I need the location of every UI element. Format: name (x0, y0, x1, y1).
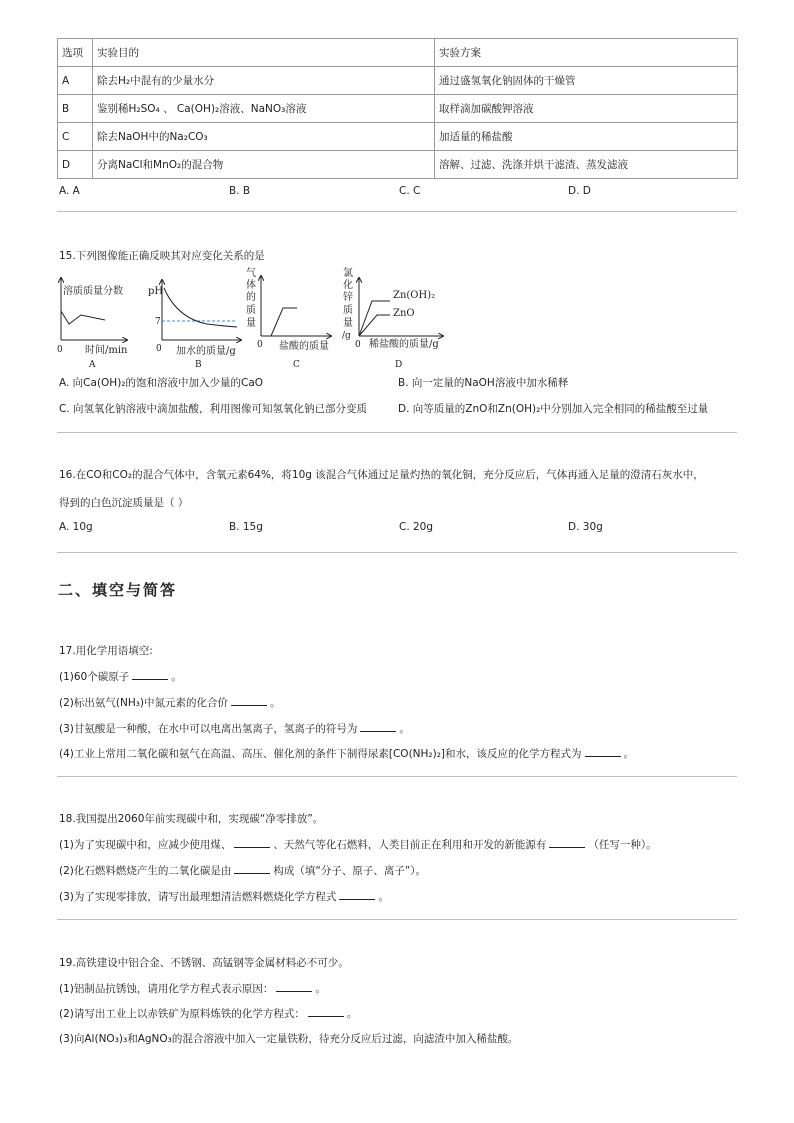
graph-a-curve (61, 311, 105, 324)
table-cell: B (58, 95, 93, 123)
q18-part3 (59, 889, 389, 904)
graph-d-ylabel-char: 锌 (343, 292, 353, 303)
graph-a-origin: 0 (57, 345, 63, 355)
table-row (58, 123, 738, 151)
q18-part1-end: （任写一种）。 (588, 839, 657, 851)
graph-d-origin: 0 (355, 340, 361, 350)
graph-c-ylabel-char: 的 (246, 292, 256, 303)
q19-part3: (3)向Al(NO₃)₃和AgNO₃的混合溶液中加入一定量铁粉，待充分反应后过滤，向滤渣中加入稀盐酸。 (59, 1033, 519, 1045)
graph-d-xlabel: 稀盐酸的质量/g (369, 339, 439, 350)
divider (57, 552, 737, 553)
q17-part1-end: 。 (171, 671, 182, 683)
graph-d (342, 266, 443, 370)
q15-stem: 15.下列图像能正确反映其对应变化关系的是 (59, 250, 265, 262)
divider (57, 432, 737, 433)
answer-blank[interactable] (234, 863, 270, 874)
graph-d-series-zno (359, 315, 390, 336)
q17-part2-text: (2)标出氨气(NH₃)中氮元素的化合价 (59, 697, 229, 709)
q17-part4-end: 。 (623, 748, 635, 760)
q14-choices (59, 185, 739, 201)
table-cell: 鉴别稀H₂SO₄ 、 Ca(OH)₂溶液、NaNO₃溶液 (93, 95, 435, 123)
q15-choices-row2 (59, 401, 739, 417)
answer-blank[interactable] (585, 746, 621, 757)
answer-blank[interactable] (549, 837, 585, 848)
table-cell: 取样滴加碳酸钾溶液 (435, 95, 738, 123)
q15-graphs (57, 266, 477, 372)
graph-d-ylabel-char: 化 (343, 280, 353, 291)
q17-part2 (59, 695, 281, 710)
graph-b-origin: 0 (156, 344, 162, 354)
answer-blank[interactable] (234, 837, 270, 848)
q19-part1-end: 。 (315, 983, 326, 995)
q17-part1 (59, 669, 182, 684)
graph-c-letter: C (293, 360, 300, 370)
graph-d-label-zno: ZnO (393, 308, 415, 319)
graph-b-tick-7: 7 (155, 317, 161, 327)
graph-c-ylabel-char: 量 (246, 318, 256, 329)
graph-b-xlabel: 加水的质量/g (176, 346, 236, 357)
choice-b[interactable]: B. 向一定量的NaOH溶液中加水稀释 (398, 377, 569, 389)
q19-part2-text: (2)请写出工业上以赤铁矿为原料炼铁的化学方程式： (59, 1008, 305, 1020)
q19-part2 (59, 1006, 357, 1021)
choice-d[interactable]: D. 30g (568, 521, 603, 533)
graph-a-ylabel: 溶质质量分数 (63, 286, 123, 297)
graph-c-ylabel-char: 质 (246, 305, 256, 316)
choice-b[interactable]: B. B (229, 185, 251, 197)
graph-c-ylabel-char: 气 (246, 268, 256, 279)
table-cell: A (58, 67, 93, 95)
table-cell: 除去H₂中混有的少量水分 (93, 67, 435, 95)
table-header: 实验目的 (93, 39, 435, 67)
graph-d-ylabel-char: 质 (343, 305, 353, 316)
graph-a-xlabel: 时间/min (85, 345, 128, 356)
q16-line1: 16.在CO和CO₂的混合气体中，含氧元素64%，将10g 该混合气体通过足量灼热的氧化铜，充分反应后，气体再通入足量的澄清石灰水中， (59, 469, 704, 481)
options-table (57, 38, 738, 179)
table-header: 实验方案 (435, 39, 738, 67)
choice-a[interactable]: A. A (59, 185, 80, 197)
table-cell: 溶解、过滤、洗涤并烘干滤渣、蒸发滤液 (435, 151, 738, 179)
graph-d-ylabel-char: 氯 (343, 268, 353, 279)
choice-c[interactable]: C. 向氢氧化钠溶液中滴加盐酸，利用图像可知氢氧化钠已部分变质 (59, 403, 368, 415)
table-cell: 分离NaCl和MnO₂的混合物 (93, 151, 435, 179)
q18-stem: 18.我国提出2060年前实现碳中和，实现碳“净零排放”。 (59, 813, 324, 825)
q15-choices-row1 (59, 375, 739, 391)
table-cell: D (58, 151, 93, 179)
table-header: 选项 (58, 39, 93, 67)
graph-c-curve (271, 308, 297, 336)
table-cell: C (58, 123, 93, 151)
graph-c-xlabel: 盐酸的质量 (279, 341, 329, 352)
answer-blank[interactable] (360, 721, 396, 732)
q17-part1-text: (1)60个碳原子 (59, 671, 130, 683)
divider (57, 919, 737, 920)
table-cell: 除去NaOH中的Na₂CO₃ (93, 123, 435, 151)
choice-a[interactable]: A. 10g (59, 521, 93, 533)
graph-c-ylabel-char: 体 (246, 280, 256, 291)
divider (57, 776, 737, 777)
choice-c[interactable]: C. 20g (399, 521, 434, 533)
q17-part3-text: (3)甘氨酸是一种酸，在水中可以电离出氢离子，氢离子的符号为 (59, 723, 358, 735)
q18-part1-mid: 、天然气等化石燃料，人类目前正在利用和开发的新能源有 (273, 839, 547, 851)
q18-part3-text: (3)为了实现零排放，请写出最理想清洁燃料燃烧化学方程式 (59, 891, 337, 903)
choice-d[interactable]: D. 向等质量的ZnO和Zn(OH)₂中分别加入完全相同的稀盐酸至过量 (398, 403, 709, 415)
answer-blank[interactable] (276, 981, 312, 992)
q19-part1-text: (1)铝制品抗锈蚀，请用化学方程式表示原因： (59, 983, 274, 995)
q17-part4 (59, 746, 634, 761)
q16-line2: 得到的白色沉淀质量是（ ） (59, 497, 189, 509)
graph-d-ylabel-char: 量 (343, 318, 353, 329)
section-title: 二、填空与简答 (58, 581, 178, 599)
q17-part3-end: 。 (399, 723, 410, 735)
choice-b[interactable]: B. 15g (229, 521, 263, 533)
table-row (58, 67, 738, 95)
table-row (58, 95, 738, 123)
q17-part4-text: (4)工业上常用二氧化碳和氨气在高温、高压、催化剂的条件下制得尿素[CO(NH₂)₂]和水，该反应的化学方程式为 (59, 748, 582, 760)
choice-c[interactable]: C. C (399, 185, 421, 197)
choice-d[interactable]: D. D (568, 185, 591, 197)
q18-part2-end: 构成（填“分子、原子、离子”）。 (273, 865, 427, 877)
q18-part1-text: (1)为了实现碳中和，应减少使用煤、 (59, 839, 232, 851)
choice-a[interactable]: A. 向Ca(OH)₂的饱和溶液中加入少量的CaO (59, 377, 264, 389)
table-row (58, 151, 738, 179)
graph-b-letter: B (195, 360, 202, 370)
table-header-row (58, 39, 738, 67)
answer-blank[interactable] (339, 889, 375, 900)
table-cell: 通过盛氢氧化钠固体的干燥管 (435, 67, 738, 95)
table-cell: 加适量的稀盐酸 (435, 123, 738, 151)
graph-b (148, 280, 241, 370)
q18-part3-end: 。 (378, 891, 389, 903)
q18-part1 (59, 837, 657, 852)
graph-c (246, 267, 331, 370)
q17-part3 (59, 721, 410, 736)
q18-part2-text: (2)化石燃料燃烧产生的二氧化碳是由 (59, 865, 232, 877)
q17-stem: 17.用化学用语填空: (59, 645, 153, 657)
graph-d-letter: D (395, 360, 403, 370)
graph-d-label-zn-oh2: Zn(OH)₂ (393, 290, 436, 301)
answer-blank[interactable] (132, 669, 168, 680)
q17-part2-end: 。 (270, 697, 281, 709)
q18-part2 (59, 863, 426, 878)
divider (57, 211, 737, 212)
q19-part2-end: 。 (346, 1008, 358, 1020)
graph-c-origin: 0 (257, 340, 263, 350)
graph-a-letter: A (89, 360, 96, 370)
graph-a (57, 278, 128, 370)
graph-b-ylabel: pH (148, 286, 164, 297)
q19-part1 (59, 981, 326, 996)
q16-choices (59, 521, 739, 537)
answer-blank[interactable] (231, 695, 267, 706)
q19-stem: 19.高铁建设中铝合金、不锈钢、高锰钢等金属材料必不可少。 (59, 957, 349, 969)
graph-d-ylabel-char: /g (342, 331, 351, 341)
answer-blank[interactable] (308, 1006, 344, 1017)
